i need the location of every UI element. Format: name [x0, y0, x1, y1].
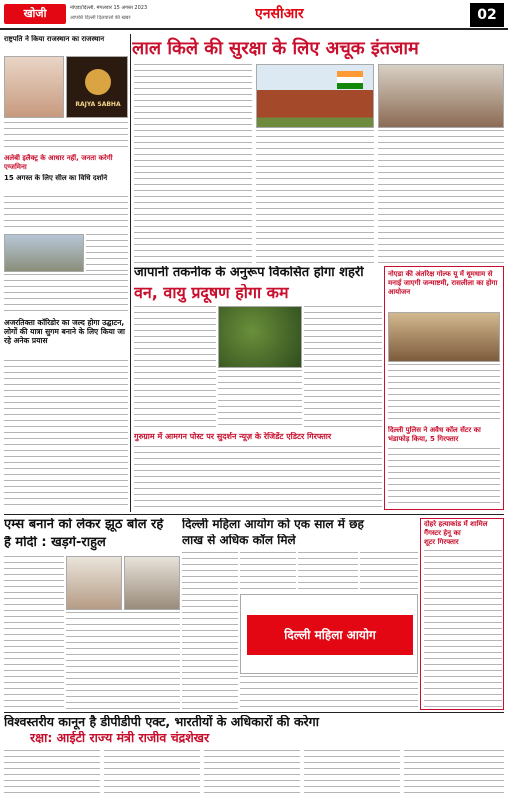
- rajya-sabha-photo: [66, 56, 128, 118]
- right-box-body1: [388, 364, 500, 424]
- right-box-body2: [388, 448, 500, 508]
- tagline: आपकी दिल्ली दिलवालों की खबर: [70, 15, 131, 21]
- security-photo: [378, 64, 504, 128]
- section-rule-2: [4, 712, 504, 713]
- street-photo: [4, 234, 84, 272]
- story6-headline-line3: शूटर गिरफ्तार: [424, 538, 459, 546]
- dateline: नोएडा/दिल्ली, मंगलवार 15 अगस्त 2023: [70, 5, 148, 11]
- story5-col4: [360, 552, 418, 592]
- dcw-photo: [240, 594, 418, 674]
- story7-headline-line1: विश्वस्तरीय कानून है डीपीडीपी एक्ट, भारतीयों के अधिकारों की करेगा: [4, 715, 319, 729]
- right-box-headline1: नोएडा की अंतरिक्ष गोल्फ यू में धूमधाम से मनाई जाएगी जन्माष्टमी, रासलीला का होगा आयोजन: [388, 270, 498, 296]
- story7-col1: [4, 750, 100, 796]
- dcw-sign: दिल्ली महिला आयोग: [247, 615, 413, 655]
- story4-col2: [66, 612, 180, 710]
- story2-col3: [304, 306, 382, 430]
- left-story-body: [4, 122, 128, 152]
- story6-body: [424, 550, 502, 708]
- flag-icon: [337, 71, 363, 89]
- story5-headline-line2: लाख से अधिक कॉल मिले: [182, 534, 296, 547]
- main-story-col3: [378, 130, 504, 264]
- event-photo: [388, 312, 500, 362]
- main-story-col2: [256, 130, 374, 264]
- story2-headline-line1: जापानी तकनीक के अनुरूप विकसित होगा शहरी: [134, 266, 364, 280]
- story2-col2: [218, 370, 302, 430]
- left-story2-body-3: [4, 274, 128, 316]
- left-story3-headline: अजरतिक्ता कॉरिडोर का जल्द होगा उद्घाटन, लोगों की यात्रा सुगम बनाने के लिए किया जा रहे अनेक प्रयास: [4, 318, 125, 345]
- story5-col1: [182, 552, 238, 710]
- rahul-photo: [124, 556, 180, 610]
- tree-photo: [218, 306, 302, 368]
- left-story2-body-2: [86, 234, 128, 272]
- photo-caption: RAJYA SABHA: [75, 101, 121, 108]
- section-rule: [4, 514, 504, 515]
- main-story-col1: [134, 64, 252, 264]
- president-photo: [4, 56, 64, 118]
- story7-col4: [304, 750, 400, 796]
- story7-col3: [204, 750, 300, 796]
- story4-col1: [4, 556, 64, 710]
- page-number: 02: [470, 3, 504, 27]
- story6-headline-line2: गैंगस्टर हेनू का: [424, 529, 461, 537]
- story7-col5: [404, 750, 504, 796]
- red-fort-photo: [256, 64, 374, 128]
- left-story-headline: राष्ट्रपति ने किया राजस्थान का राजस्थान: [4, 35, 105, 43]
- story6-headline-line1: दोहरे हत्याकांड में शामिल: [424, 520, 488, 528]
- story2-col1: [134, 306, 216, 430]
- dome-shape: [85, 69, 111, 95]
- story5-headline-line1: दिल्ली महिला आयोग को एक साल में छह: [182, 518, 364, 531]
- story5-col2: [240, 552, 296, 592]
- column-divider: [130, 34, 131, 512]
- story5-col3: [298, 552, 358, 592]
- story5-col-bottom: [240, 676, 418, 710]
- main-headline: लाल किले की सुरक्षा के लिए अचूक इंतजाम: [132, 38, 419, 59]
- left-story2-body: [4, 196, 128, 232]
- story3-body: [134, 446, 382, 510]
- left-story3-body: [4, 360, 128, 510]
- right-box-headline2: दिल्ली पुलिस ने अवैध कॉल सेंटर का भंडाफोड़ किया, 5 गिरफ्तार: [388, 426, 481, 443]
- story7-col2: [104, 750, 200, 796]
- left-story2-headline: अलेबी इलैक्ट्र के आधार नहीं, जनता करेगी एग्जमिना: [4, 154, 113, 171]
- section-title: एनसीआर: [255, 6, 304, 22]
- newspaper-logo: खोजी: [4, 4, 66, 24]
- story3-headline: गुरुग्राम में आमगन पोस्ट पर सुदर्शन न्यूज़ के रेजिडेंट एडिटर गिरफ्तार: [134, 432, 332, 441]
- left-story2-subheadline: 15 अगस्त के लिए सील का विधि दर्शाने: [4, 174, 108, 182]
- story7-headline-line2: रक्षा: आईटी राज्य मंत्री राजीव चंद्रशेखर: [30, 731, 210, 745]
- story4-headline-line2: हैं मोदी : खड़गे-राहुल: [4, 536, 106, 550]
- story2-headline-line2: वन, वायु प्रदूषण होगा कम: [134, 284, 289, 302]
- kharge-photo: [66, 556, 122, 610]
- story4-headline-line1: एम्स बनाने को लेकर झूठ बोल रहे: [4, 518, 164, 532]
